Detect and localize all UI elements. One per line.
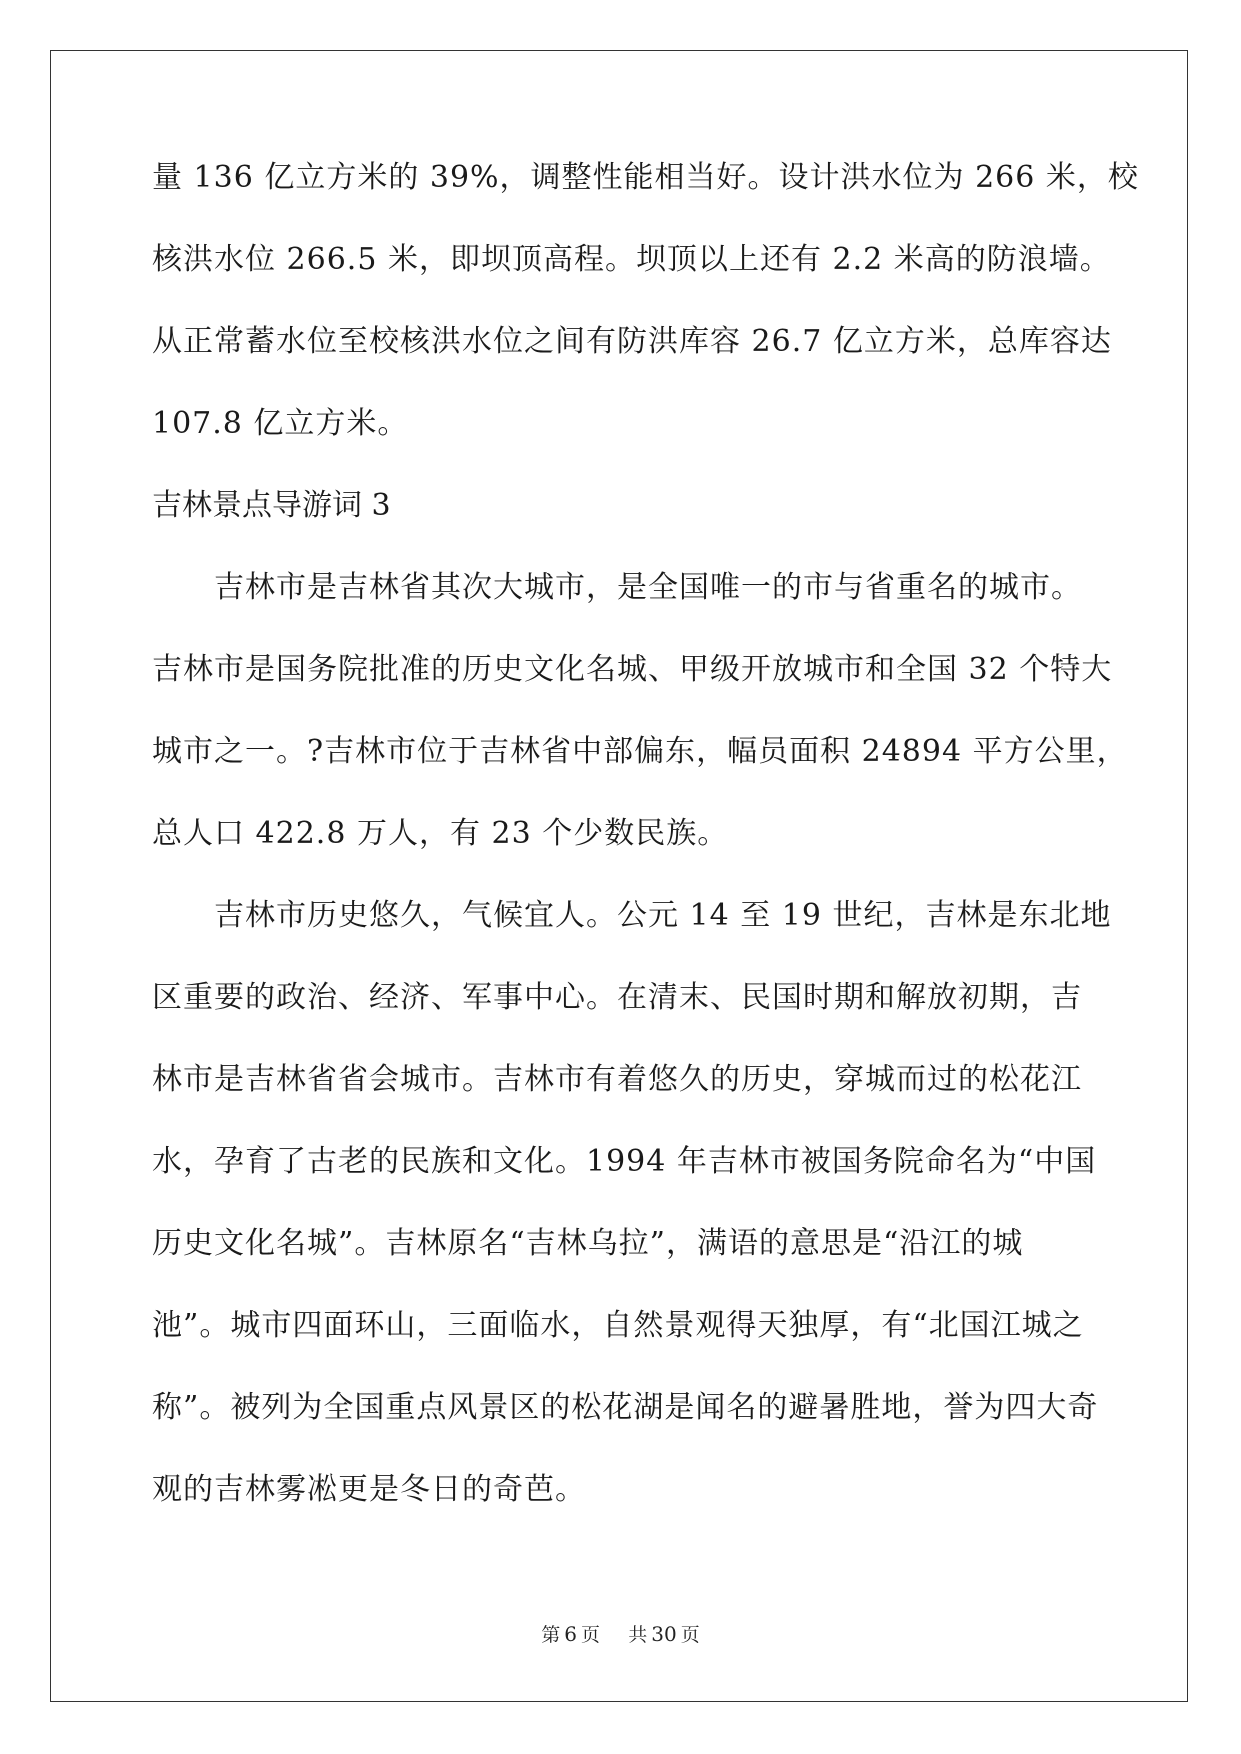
- text-line: 量 136 亿立方米的 39%，调整性能相当好。设计洪水位为 266 米，校: [152, 160, 1139, 195]
- footer-prefix: 第: [541, 1624, 561, 1646]
- total-pages: 30: [651, 1622, 677, 1646]
- footer-total-suffix: 页: [680, 1624, 700, 1646]
- text-line: 观的吉林雾凇更是冬日的奇芭。: [152, 1472, 586, 1507]
- section-heading: 吉林景点导游词 3: [152, 488, 391, 523]
- text-line: 从正常蓄水位至校核洪水位之间有防洪库容 26.7 亿立方米，总库容达: [152, 324, 1112, 359]
- text-line: 107.8 亿立方米。: [152, 406, 409, 441]
- paragraph-first-line: 吉林市是吉林省其次大城市，是全国唯一的市与省重名的城市。: [214, 570, 1082, 605]
- document-body: [152, 160, 1139, 1554]
- text-line: 历史文化名城”。吉林原名“吉林乌拉”，满语的意思是“沿江的城: [152, 1226, 1024, 1261]
- page-number: 6: [564, 1622, 578, 1646]
- text-line: 城市之一。?吉林市位于吉林省中部偏东，幅员面积 24894 平方公里，: [152, 734, 1128, 769]
- text-line: 林市是吉林省省会城市。吉林市有着悠久的历史，穿城而过的松花江: [152, 1062, 1082, 1097]
- text-line: 吉林市是国务院批准的历史文化名城、甲级开放城市和全国 32 个特大: [152, 652, 1113, 687]
- text-line: 总人口 422.8 万人，有 23 个少数民族。: [152, 816, 729, 851]
- text-line: 池”。城市四面环山，三面临水，自然景观得天独厚，有“北国江城之: [152, 1308, 1084, 1343]
- text-line: 称”。被列为全国重点风景区的松花湖是闻名的避暑胜地，誉为四大奇: [152, 1390, 1099, 1425]
- footer-page-suffix: 页: [581, 1624, 601, 1646]
- page-footer: [0, 1620, 1241, 1647]
- paragraph-first-line: 吉林市历史悠久，气候宜人。公元 14 至 19 世纪，吉林是东北地: [214, 898, 1112, 933]
- footer-total-prefix: 共: [628, 1624, 648, 1646]
- text-line: 核洪水位 266.5 米，即坝顶高程。坝顶以上还有 2.2 米高的防浪墙。: [152, 242, 1111, 277]
- text-line: 水，孕育了古老的民族和文化。1994 年吉林市被国务院命名为“中国: [152, 1144, 1097, 1179]
- text-line: 区重要的政治、经济、军事中心。在清末、民国时期和解放初期，吉: [152, 980, 1082, 1015]
